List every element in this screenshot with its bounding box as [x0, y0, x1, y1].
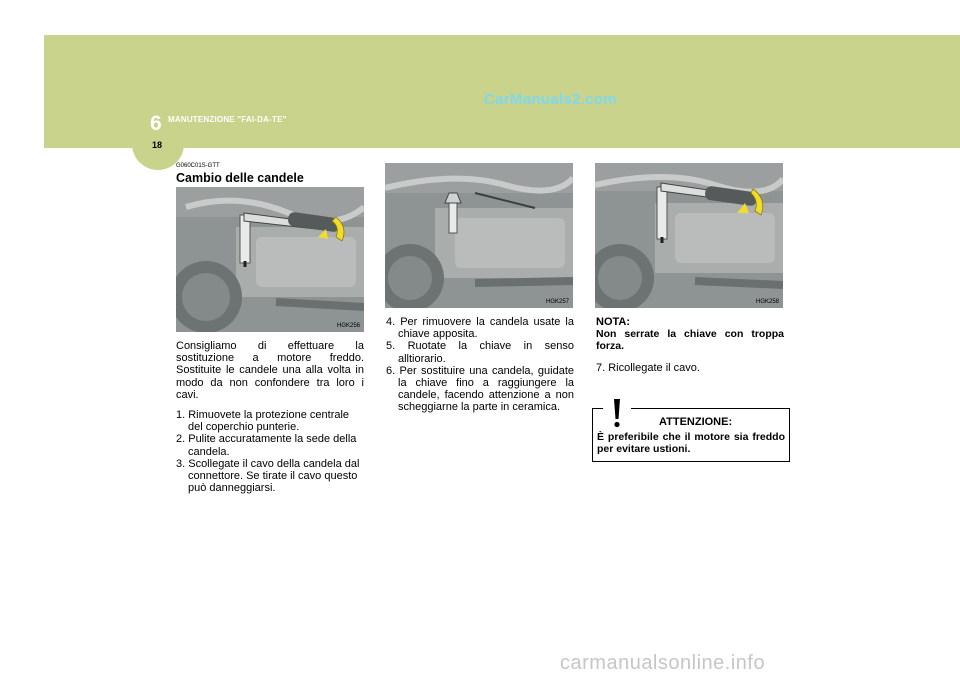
warning-text: È preferibile che il motore sia freddo per evitare ustioni. [597, 431, 785, 455]
step-6: 6. Per sostituire una candela, guidate la chiave fino a raggiungere la candele, facendo attenzione a non scheggiarne la parte in ceramica. [386, 364, 574, 414]
column-3 [596, 316, 784, 374]
intro-paragraph: Consigliamo di effettuare la sostituzione a motore freddo. Sostituite le candele una alla volta in modo da non confondere tra loro i cavi. [176, 340, 364, 401]
step-5: 5. Ruotate la chiave in senso alltiorario. [386, 340, 574, 365]
section-title: Cambio delle candele [176, 171, 304, 185]
column-1 [176, 340, 364, 494]
chapter-number: 6 [150, 112, 162, 135]
step-4: 4. Per rimuovere la candela usate la chiave apposita. [386, 316, 574, 341]
page-number: 18 [152, 140, 163, 150]
column-2 [386, 316, 574, 414]
engine-illustration-icon [385, 163, 573, 308]
note-text: Non serrate la chiave con troppa forza. [596, 328, 784, 353]
engine-illustration-icon [595, 163, 783, 308]
warning-title: ATTENZIONE: [659, 416, 733, 428]
note-title: NOTA: [596, 316, 631, 328]
step-3: 3. Scollegate il cavo della candela dal connettore. Se tirate il cavo questo può danneggiarsi. [176, 457, 360, 495]
figure-label-1: HGK256 [336, 323, 360, 329]
chapter-title: MANUTENZIONE "FAI-DA-TE" [168, 115, 287, 124]
step-1: 1. Rimuovete la protezione centrale del coperchio punterie. [176, 409, 350, 434]
figure-label-3: HGK258 [755, 299, 779, 305]
exclamation-icon [603, 395, 631, 429]
step-2: 2. Pulite accuratamente la sede della candela. [176, 433, 357, 458]
watermark-top[interactable]: CarManuals2.com [484, 91, 617, 108]
step-7: 7. Ricollegate il cavo. [596, 362, 700, 375]
engine-illustration-icon [176, 187, 364, 332]
watermark-bottom[interactable]: carmanualsonline.info [560, 652, 766, 674]
section-code: G060C01S-GTT [176, 163, 220, 169]
engine-photo-3 [595, 163, 783, 308]
figure-label-2: HGK257 [545, 299, 569, 305]
warning-box [592, 408, 790, 462]
engine-photo-1 [176, 187, 364, 332]
engine-photo-2 [385, 163, 573, 308]
